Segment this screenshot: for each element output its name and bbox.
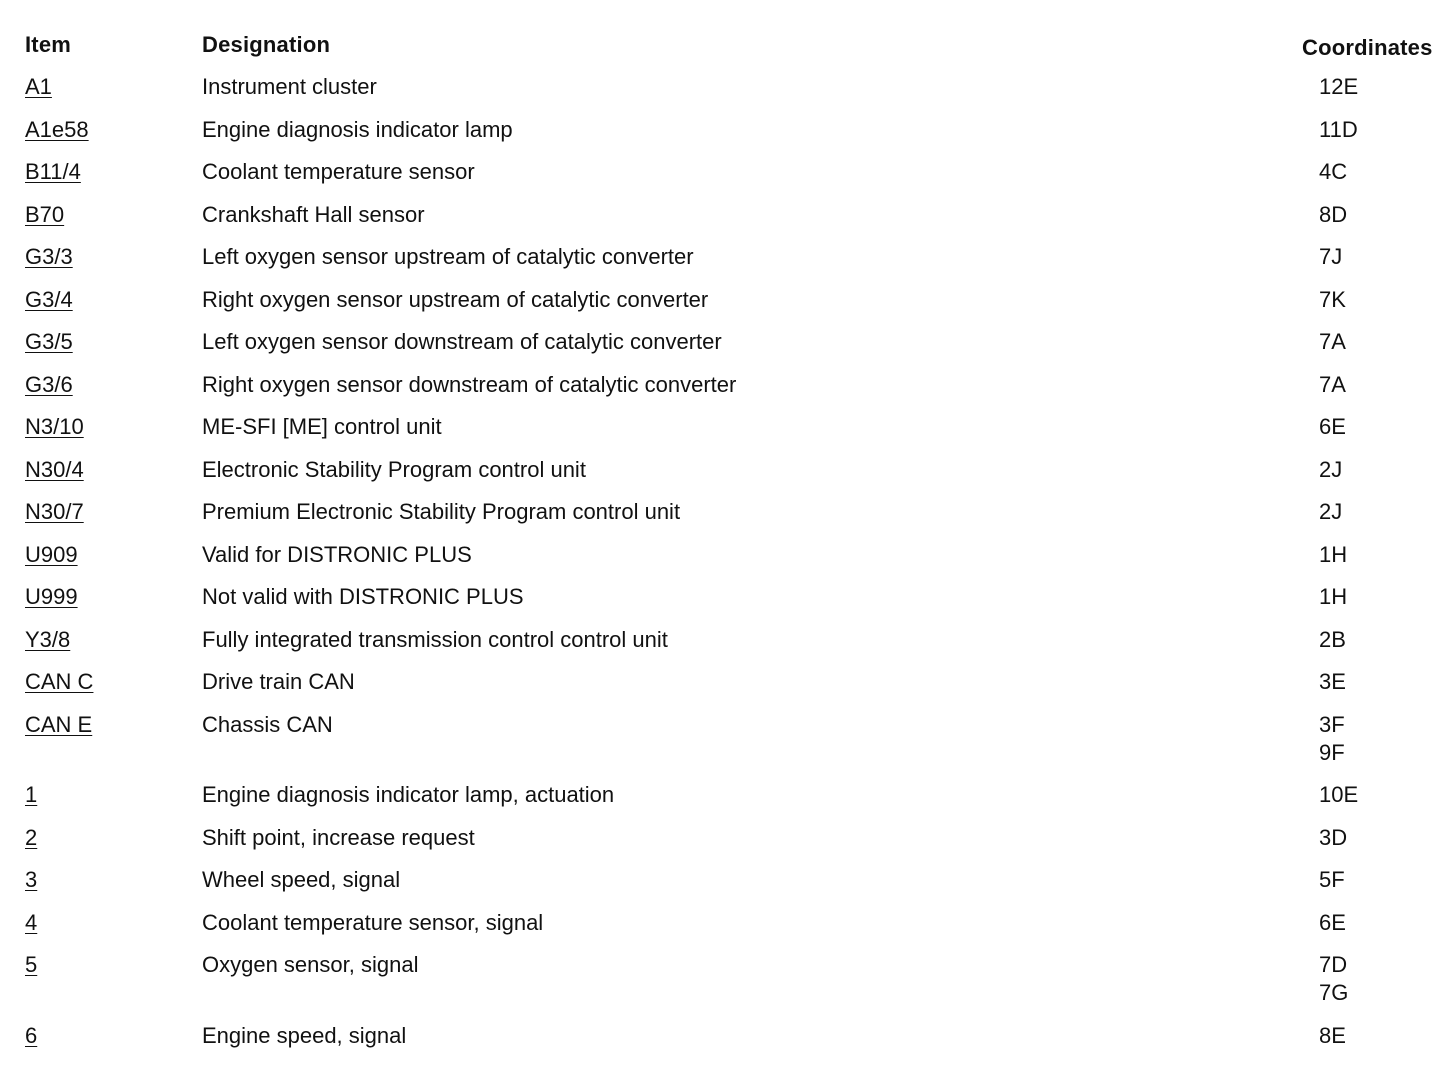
- item-cell: [0, 456, 202, 484]
- coordinates-cell: [1319, 498, 1342, 526]
- coordinates-cell: [1319, 328, 1346, 356]
- coordinate-value: 3D: [1319, 824, 1348, 850]
- table-row: [0, 821, 1456, 864]
- coordinates-cell: [1319, 1022, 1346, 1050]
- designation-cell: Engine diagnosis indicator lamp: [202, 116, 513, 142]
- item-link[interactable]: CAN C: [25, 669, 94, 694]
- coordinate-value: 3E: [1319, 669, 1346, 694]
- designation-cell: Coolant temperature sensor: [202, 159, 475, 184]
- legend-table: [0, 70, 1456, 1061]
- item-cell: [0, 201, 202, 229]
- designation-cell: Wheel speed, signal: [202, 867, 401, 892]
- table-row: [0, 70, 1456, 113]
- item-cell: [0, 711, 202, 739]
- designation-cell: Left oxygen sensor upstream of catalytic converter: [202, 244, 694, 269]
- coordinate-value: 9F: [1319, 739, 1345, 765]
- column-header-coordinates: Coordinates: [1302, 35, 1433, 60]
- coordinate-value: 7K: [1319, 286, 1346, 312]
- coordinate-value: 2B: [1319, 626, 1346, 652]
- coordinate-value: 8E: [1319, 1022, 1346, 1048]
- coordinates-cell: [1319, 201, 1347, 229]
- coordinate-value: 2J: [1319, 456, 1343, 482]
- designation-cell: Crankshaft Hall sensor: [202, 201, 425, 227]
- coordinates-cell: [1319, 866, 1345, 894]
- designation-cell: Electronic Stability Program control unit: [202, 456, 586, 482]
- item-cell: [0, 781, 202, 809]
- coordinates-cell: [1319, 371, 1346, 399]
- item-link[interactable]: A1e58: [25, 116, 89, 142]
- coordinates-cell: [1319, 158, 1347, 186]
- item-cell: [0, 626, 202, 654]
- table-row: [0, 368, 1456, 411]
- item-cell: [0, 243, 202, 271]
- designation-cell: Chassis CAN: [202, 711, 333, 737]
- coordinate-value: 7A: [1319, 371, 1346, 397]
- coordinate-value: 1H: [1319, 584, 1348, 609]
- table-row: [0, 665, 1456, 708]
- item-cell: [0, 951, 202, 979]
- coordinate-value: 7A: [1319, 329, 1346, 354]
- coordinates-cell: [1319, 73, 1358, 101]
- item-link[interactable]: 6: [25, 1022, 38, 1048]
- item-cell: [0, 866, 202, 894]
- item-link[interactable]: A1: [25, 74, 52, 99]
- item-cell: [0, 583, 202, 611]
- item-link[interactable]: G3/4: [25, 286, 73, 312]
- table-row: [0, 1019, 1456, 1062]
- table-row: [0, 113, 1456, 156]
- designation-cell: Engine speed, signal: [202, 1022, 407, 1048]
- designation-cell: Valid for DISTRONIC PLUS: [202, 541, 472, 567]
- table-row: [0, 453, 1456, 496]
- designation-cell: Oxygen sensor, signal: [202, 952, 419, 977]
- coordinates-cell: [1319, 626, 1346, 654]
- column-header-designation: Designation: [202, 32, 331, 57]
- coordinates-cell: [1319, 909, 1346, 937]
- item-link[interactable]: 3: [25, 867, 38, 892]
- coordinates-cell: [1319, 243, 1342, 271]
- item-link[interactable]: Y3/8: [25, 626, 71, 652]
- table-row: [0, 283, 1456, 326]
- item-link[interactable]: B11/4: [25, 159, 81, 184]
- coordinates-cell: [1319, 951, 1348, 1007]
- table-row: [0, 863, 1456, 906]
- item-cell: [0, 328, 202, 356]
- coordinate-value: 7G: [1319, 980, 1349, 1005]
- designation-cell: Not valid with DISTRONIC PLUS: [202, 584, 524, 609]
- table-row: [0, 410, 1456, 453]
- table-row: [0, 495, 1456, 538]
- designation-cell: Coolant temperature sensor, signal: [202, 909, 544, 935]
- designation-cell: Fully integrated transmission control control unit: [202, 626, 668, 652]
- coordinates-cell: [1319, 456, 1342, 484]
- coordinate-value: 7D: [1319, 952, 1348, 977]
- item-cell: [0, 824, 202, 852]
- item-cell: [0, 286, 202, 314]
- table-row: [0, 580, 1456, 623]
- coordinate-value: 7J: [1319, 244, 1343, 269]
- item-link[interactable]: U909: [25, 541, 78, 567]
- item-cell: [0, 498, 202, 526]
- table-row: [0, 906, 1456, 949]
- coordinate-value: 2J: [1319, 499, 1343, 524]
- table-row: [0, 623, 1456, 666]
- designation-cell: Right oxygen sensor upstream of catalytic converter: [202, 286, 709, 312]
- coordinates-cell: [1319, 583, 1347, 611]
- designation-cell: Left oxygen sensor downstream of catalytic converter: [202, 329, 722, 354]
- item-link[interactable]: G3/6: [25, 371, 73, 397]
- designation-cell: ME-SFI [ME] control unit: [202, 414, 442, 439]
- table-row: [0, 198, 1456, 241]
- coordinates-cell: [1319, 116, 1358, 144]
- table-row: [0, 240, 1456, 283]
- designation-cell: Drive train CAN: [202, 669, 355, 694]
- item-link[interactable]: N30/7: [25, 499, 84, 524]
- column-header-item: Item: [25, 32, 72, 57]
- table-row: [0, 948, 1456, 1019]
- item-cell: [0, 413, 202, 441]
- item-cell: [0, 158, 202, 186]
- designation-cell: Instrument cluster: [202, 74, 377, 99]
- item-link[interactable]: 5: [25, 952, 38, 977]
- table-row: [0, 708, 1456, 779]
- coordinate-value: 3F: [1319, 711, 1345, 737]
- item-link[interactable]: U999: [25, 584, 78, 609]
- item-link[interactable]: 2: [25, 824, 38, 850]
- coordinate-value: 1H: [1319, 541, 1348, 567]
- coordinates-cell: [1319, 824, 1347, 852]
- table-row: [0, 155, 1456, 198]
- coordinate-value: 10E: [1319, 782, 1359, 807]
- coordinate-value: 11D: [1319, 116, 1358, 142]
- item-cell: [0, 73, 202, 101]
- table-row: [0, 778, 1456, 821]
- coordinate-value: 12E: [1319, 74, 1359, 99]
- designation-cell: Shift point, increase request: [202, 824, 475, 850]
- item-link[interactable]: G3/3: [25, 244, 73, 269]
- coordinate-value: 5F: [1319, 867, 1345, 892]
- coordinate-value: 6E: [1319, 414, 1346, 439]
- designation-cell: Premium Electronic Stability Program control unit: [202, 499, 681, 524]
- table-row: [0, 538, 1456, 581]
- item-cell: [0, 541, 202, 569]
- item-link[interactable]: N3/10: [25, 414, 84, 439]
- coordinates-cell: [1319, 781, 1358, 809]
- designation-cell: Right oxygen sensor downstream of catalytic converter: [202, 371, 737, 397]
- item-link[interactable]: G3/5: [25, 329, 73, 354]
- coordinate-value: 4C: [1319, 159, 1348, 184]
- item-cell: [0, 371, 202, 399]
- coordinates-cell: [1319, 541, 1347, 569]
- item-link[interactable]: B70: [25, 201, 65, 227]
- item-link[interactable]: CAN E: [25, 711, 93, 737]
- coordinate-value: 8D: [1319, 201, 1348, 227]
- item-cell: [0, 1022, 202, 1050]
- coordinates-cell: [1319, 711, 1345, 767]
- designation-cell: Engine diagnosis indicator lamp, actuation: [202, 782, 615, 807]
- coordinates-cell: [1319, 286, 1346, 314]
- table-row: [0, 325, 1456, 368]
- item-link[interactable]: 4: [25, 909, 38, 935]
- coordinates-cell: [1319, 668, 1346, 696]
- item-cell: [0, 116, 202, 144]
- item-cell: [0, 668, 202, 696]
- item-cell: [0, 909, 202, 937]
- item-link[interactable]: N30/4: [25, 456, 84, 482]
- item-link[interactable]: 1: [25, 782, 38, 807]
- coordinates-cell: [1319, 413, 1346, 441]
- coordinate-value: 6E: [1319, 909, 1346, 935]
